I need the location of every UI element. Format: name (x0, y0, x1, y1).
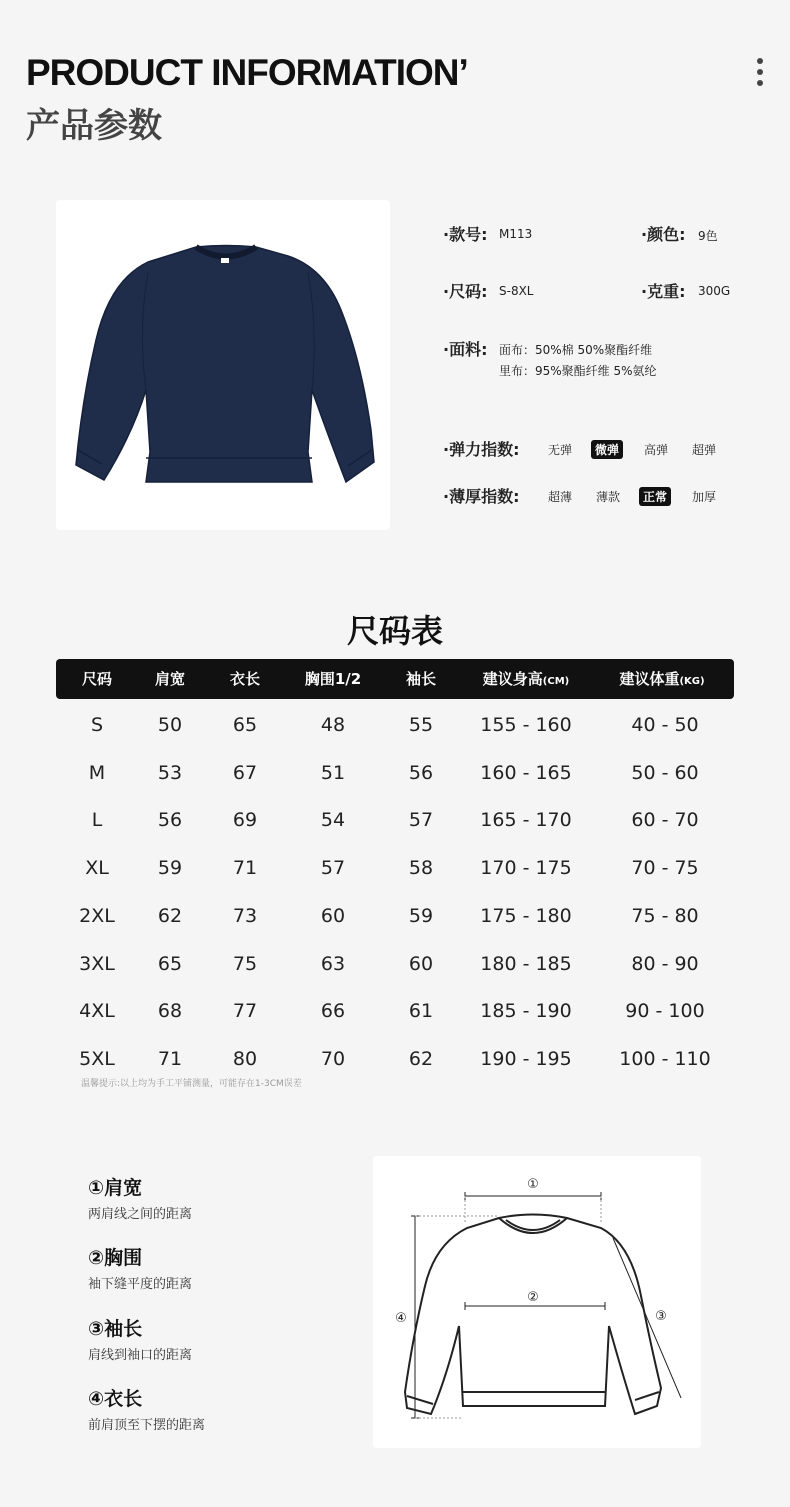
model-value: M113 (499, 227, 533, 241)
size-cell: 62 (157, 904, 183, 927)
size-cell: 155 - 160 (480, 714, 572, 736)
size-cell: 100 - 110 (619, 1047, 711, 1070)
thickness-option: 薄款 (596, 490, 621, 504)
size-range-value: S-8XL (499, 284, 534, 298)
size-cell: 61 (408, 1000, 434, 1023)
size-cell: 70 (320, 1047, 346, 1070)
measurement-diagram-card (373, 1156, 701, 1448)
color-value: 9色 (698, 229, 718, 243)
measure-desc-chest: 袖下缝平度的距离 (88, 1277, 193, 1292)
size-cell: 75 - 80 (631, 904, 699, 927)
size-cell-label: 4XL (79, 1000, 115, 1023)
measurement-note: 温馨提示:以上均为手工平铺测量，可能存在1-3CM误差 (81, 1079, 302, 1089)
measure-desc-length: 前肩顶至下摆的距离 (88, 1418, 206, 1433)
size-cell: 40 - 50 (631, 714, 699, 736)
size-range-label: ·尺码: (443, 282, 488, 301)
size-cell: 175 - 180 (480, 904, 572, 927)
size-cell: 57 (320, 857, 346, 880)
color-label: ·颜色: (641, 225, 686, 244)
size-cell: 58 (408, 857, 434, 880)
size-chart-title: 尺码表 (346, 612, 443, 650)
header-sleeve: 袖长 (405, 670, 437, 688)
size-cell: 57 (408, 809, 434, 832)
size-cell: 70 - 75 (631, 857, 699, 880)
size-cell: 59 (157, 857, 183, 880)
header-size: 尺码 (81, 670, 113, 688)
thickness-label: ·薄厚指数: (443, 487, 520, 506)
size-cell: 160 - 165 (480, 761, 572, 784)
model-label: ·款号: (443, 225, 488, 244)
size-cell: 80 (232, 1047, 258, 1070)
size-cell: 54 (320, 809, 346, 832)
elasticity-option: 无弹 (548, 443, 573, 457)
size-cell-label: S (90, 714, 104, 736)
size-cell: 50 (157, 714, 183, 736)
fabric-outer: 面布：50%棉 50%聚酯纤维 (499, 343, 653, 357)
size-cell-label: XL (85, 857, 109, 880)
size-cell-label: M (88, 761, 106, 784)
size-cell: 165 - 170 (480, 809, 572, 832)
header-weight: 建议体重(KG) (619, 670, 705, 688)
measure-title-sleeve: ③袖长 (88, 1318, 143, 1340)
size-cell: 65 (157, 952, 183, 975)
size-cell: 56 (408, 761, 434, 784)
size-cell: 63 (320, 952, 346, 975)
elasticity-option: 高弹 (644, 443, 669, 457)
measure-desc-sleeve: 肩线到袖口的距离 (88, 1348, 193, 1363)
size-cell: 170 - 175 (480, 857, 572, 880)
more-options-icon[interactable] (754, 58, 766, 86)
size-table-header (56, 659, 734, 699)
size-cell: 53 (157, 761, 183, 784)
diagram-marker-shoulder: ① (527, 1177, 539, 1192)
size-cell: 80 - 90 (631, 952, 699, 975)
diagram-marker-length: ④ (395, 1311, 407, 1326)
page-title-cn: 产品参数 (26, 106, 162, 146)
size-cell: 60 (408, 952, 434, 975)
header-length: 衣长 (229, 670, 261, 688)
size-cell: 71 (157, 1047, 183, 1070)
size-cell-label: 2XL (79, 904, 115, 927)
size-cell: 77 (232, 1000, 258, 1023)
measurement-diagram (373, 1156, 701, 1448)
measure-title-chest: ②胸围 (88, 1247, 143, 1269)
size-cell: 185 - 190 (480, 1000, 572, 1023)
size-cell: 73 (232, 904, 258, 927)
size-cell: 65 (232, 714, 258, 736)
measure-title-length: ④衣长 (88, 1388, 143, 1410)
size-cell-label: 3XL (79, 952, 115, 975)
size-cell: 66 (320, 1000, 346, 1023)
sweatshirt-image (56, 200, 390, 530)
size-cell: 55 (408, 714, 434, 736)
size-cell-label: 5XL (79, 1047, 115, 1070)
header-chest: 胸围1/2 (304, 670, 362, 688)
size-cell: 69 (232, 809, 258, 832)
thickness-option-selected: 正常 (639, 487, 671, 506)
diagram-marker-chest: ② (527, 1290, 539, 1305)
product-image-card (56, 200, 390, 530)
fabric-label: ·面料: (443, 340, 488, 359)
header-shoulder: 肩宽 (154, 670, 186, 688)
size-cell: 51 (320, 761, 346, 784)
thickness-option: 加厚 (692, 490, 717, 504)
weight-label: ·克重: (641, 282, 686, 301)
thickness-option: 超薄 (548, 490, 573, 504)
weight-value: 300G (698, 284, 731, 298)
size-cell: 67 (232, 761, 258, 784)
size-cell: 62 (408, 1047, 434, 1070)
size-cell-label: L (91, 809, 103, 832)
elasticity-option: 超弹 (692, 443, 717, 457)
size-cell: 56 (157, 809, 183, 832)
measure-title-shoulder: ①肩宽 (88, 1177, 143, 1199)
header-height: 建议身高(CM) (482, 670, 570, 688)
size-cell: 59 (408, 904, 434, 927)
size-cell: 71 (232, 857, 258, 880)
size-cell: 180 - 185 (480, 952, 572, 975)
size-cell: 60 (320, 904, 346, 927)
size-cell: 190 - 195 (480, 1047, 572, 1070)
size-cell: 75 (232, 952, 258, 975)
page-title-en: PRODUCT INFORMATION’ (26, 52, 468, 93)
size-cell: 68 (157, 1000, 183, 1023)
elasticity-option-selected: 微弹 (591, 440, 623, 459)
measure-desc-shoulder: 两肩线之间的距离 (88, 1207, 193, 1222)
size-cell: 48 (320, 714, 346, 736)
diagram-marker-sleeve: ③ (655, 1309, 667, 1324)
size-cell: 90 - 100 (625, 1000, 705, 1023)
size-cell: 50 - 60 (631, 761, 699, 784)
elasticity-label: ·弹力指数: (443, 440, 520, 459)
fabric-inner: 里布：95%聚酯纤维 5%氨纶 (499, 364, 657, 378)
size-cell: 60 - 70 (631, 809, 699, 832)
